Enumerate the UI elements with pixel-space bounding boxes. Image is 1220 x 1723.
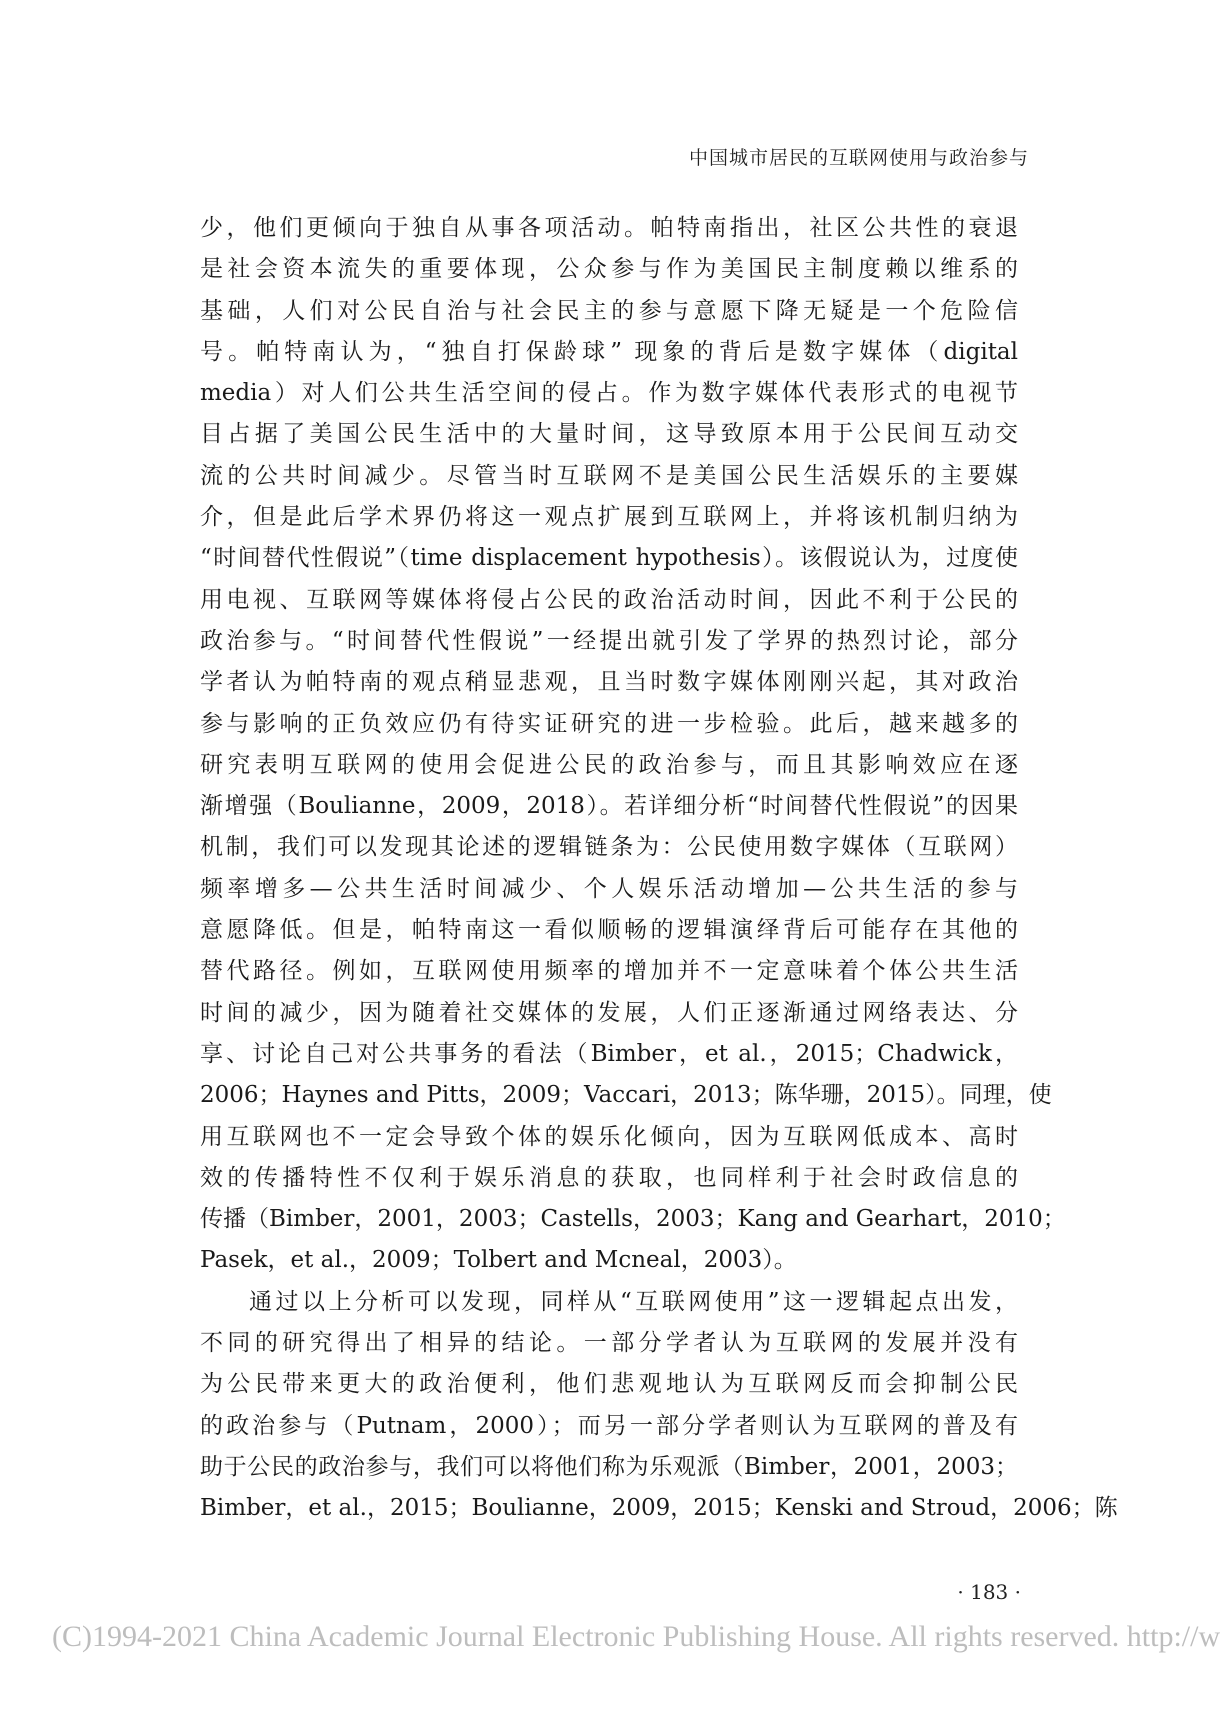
text-line: 介，但是此后学术界仍将这一观点扩展到互联网上，并将该机制归纳为 (200, 504, 1018, 531)
text-line: Bimber，et al.，2015；Boulianne，2009，2015；Kenski and Stroud，2006；陈 (200, 1495, 1118, 1522)
text-line: 学者认为帕特南的观点稍显悲观，且当时数字媒体刚刚兴起，其对政治 (200, 669, 1018, 696)
text-line: 用电视、互联网等媒体将侵占公民的政治活动时间，因此不利于公民的 (200, 586, 1018, 613)
running-header: 中国城市居民的互联网使用与政治参与 (688, 147, 1029, 169)
text-line: 意愿降低。但是，帕特南这一看似顺畅的逻辑演绎背后可能存在其他的 (200, 917, 1018, 944)
text-line: 时间的减少，因为随着社交媒体的发展，人们正逐渐通过网络表达、分 (200, 999, 1018, 1026)
text-line: 渐增强（Boulianne，2009，2018）。若详细分析“时间替代性假说”的因果 (200, 793, 1018, 820)
text-line: 是社会资本流失的重要体现，公众参与作为美国民主制度赖以维系的 (200, 256, 1018, 283)
text-line: 效的传播特性不仅利于娱乐消息的获取，也同样利于社会时政信息的 (200, 1164, 1018, 1191)
text-line: 基础，人们对公民自治与社会民主的参与意愿下降无疑是一个危险信 (200, 297, 1018, 324)
page-number: · 183 · (957, 1580, 1021, 1604)
text-line: 频率增多—公共生活时间减少、个人娱乐活动增加—公共生活的参与 (200, 875, 1018, 902)
text-line: 政治参与。“时间替代性假说”一经提出就引发了学界的热烈讨论，部分 (200, 627, 1018, 654)
text-line: 用互联网也不一定会导致个体的娱乐化倾向，因为互联网低成本、高时 (200, 1123, 1018, 1150)
text-line: 参与影响的正负效应仍有待实证研究的进一步检验。此后，越来越多的 (200, 710, 1018, 737)
text-line: 研究表明互联网的使用会促进公民的政治参与，而且其影响效应在逐 (200, 751, 1018, 778)
text-line: 流的公共时间减少。尽管当时互联网不是美国公民生活娱乐的主要媒 (200, 462, 1018, 489)
text-line: 机制，我们可以发现其论述的逻辑链条为：公民使用数字媒体（互联网） (200, 834, 1018, 861)
body-text (200, 208, 1118, 1530)
text-line: 为公民带来更大的政治便利，他们悲观地认为互联网反而会抑制公民 (200, 1371, 1018, 1398)
text-line: 2006；Haynes and Pitts，2009；Vaccari，2013；陈华珊，2015）。同理，使 (200, 1082, 1052, 1109)
text-line: 不同的研究得出了相异的结论。一部分学者认为互联网的发展并没有 (200, 1330, 1018, 1357)
text-line: media）对人们公共生活空间的侵占。作为数字媒体代表形式的电视节 (200, 380, 1018, 407)
text-line: 的政治参与（Putnam，2000）；而另一部分学者则认为互联网的普及有 (200, 1412, 1018, 1439)
copyright-notice: (C)1994-2021 China Academic Journal Electronic Publishing House. All rights reserved. http://w (52, 1620, 1220, 1653)
text-line: 目占据了美国公民生活中的大量时间，这导致原本用于公民间互动交 (200, 421, 1018, 448)
text-line: 传播（Bimber，2001，2003；Castells，2003；Kang and Gearhart，2010； (200, 1206, 1066, 1233)
text-line: Pasek，et al.，2009；Tolbert and Mcneal，2003）。 (200, 1247, 797, 1274)
text-line: 通过以上分析可以发现，同样从“互联网使用”这一逻辑起点出发， (249, 1288, 1018, 1315)
text-line: 少，他们更倾向于独自从事各项活动。帕特南指出，社区公共性的衰退 (200, 215, 1018, 241)
text-line: 享、讨论自己对公共事务的看法（Bimber，et al.，2015；Chadwick， (200, 1040, 1018, 1067)
text-line: 助于公民的政治参与，我们可以将他们称为乐观派（Bimber，2001，2003； (200, 1453, 1018, 1480)
text-line: 号。帕特南认为，“独自打保龄球” 现象的背后是数字媒体（digital (200, 338, 1018, 365)
text-line: “时间替代性假说”（time displacement hypothesis）。该假说认为，过度使 (200, 545, 1018, 572)
text-line: 替代路径。例如，互联网使用频率的增加并不一定意味着个体公共生活 (200, 958, 1018, 985)
